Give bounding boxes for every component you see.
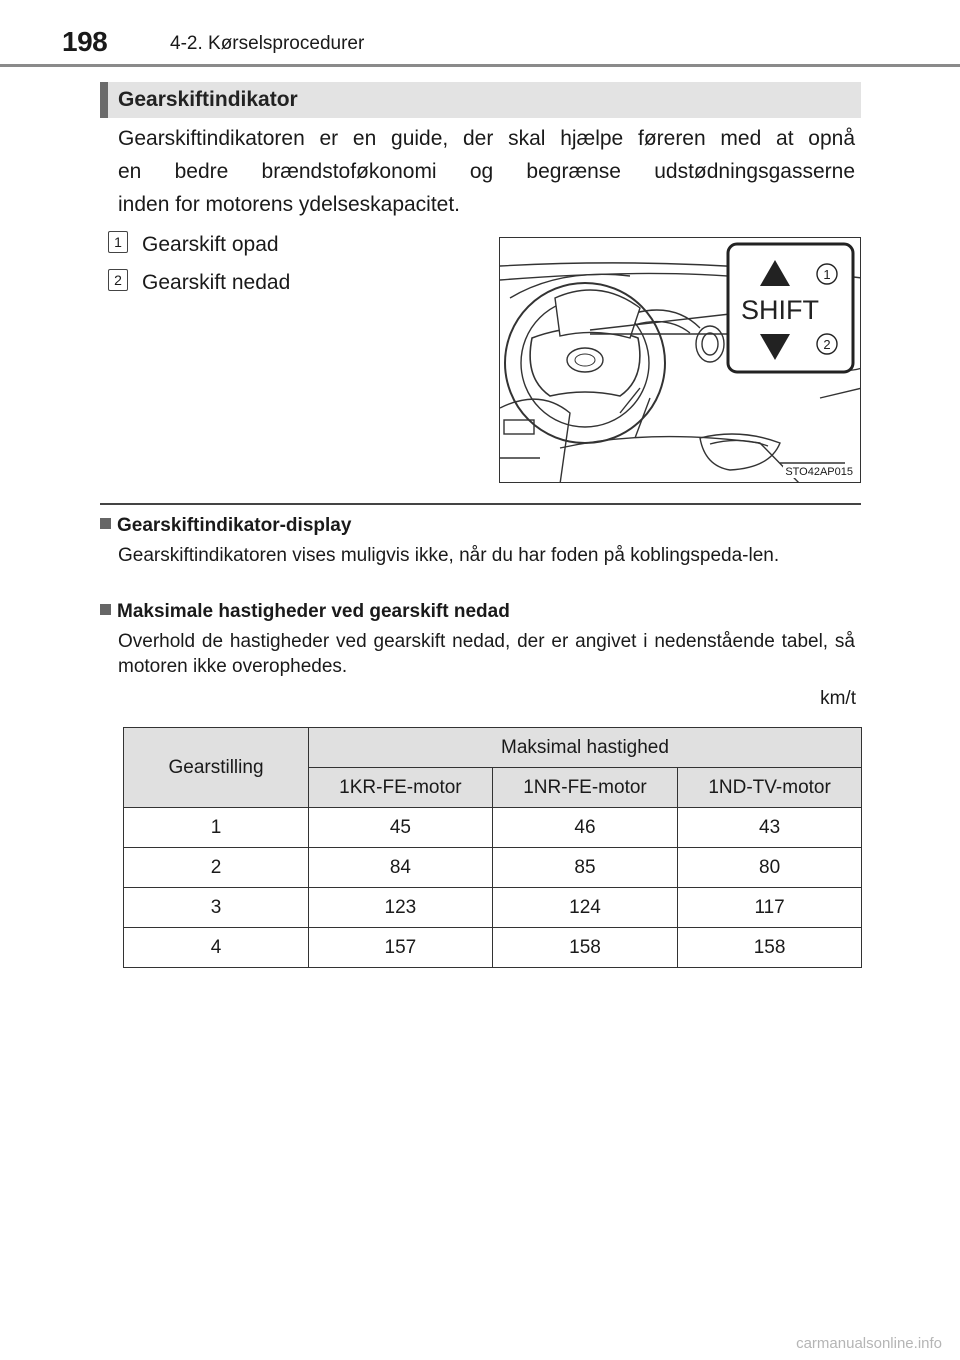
chapter-title: 4-2. Kørselsprocedurer — [170, 33, 365, 54]
intro-line: en bedre brændstoføkonomi og begrænse udstødningsgasserne — [118, 160, 855, 183]
section-title: Gearskiftindikator — [118, 88, 298, 111]
item-label: Gearskift nedad — [142, 271, 291, 294]
numbered-item-shift-up — [108, 231, 279, 257]
header-divider — [0, 64, 960, 67]
note-body-max-speed: Overhold de hastigheder ved gearskift nedad, der er angivet i nedenstående tabel, så motoren ikke overophedes. — [118, 631, 855, 677]
table-cell: 123 — [309, 888, 493, 928]
header-engine: 1NR-FE-motor — [492, 768, 677, 808]
intro-paragraph — [118, 122, 855, 221]
header-engine: 1ND-TV-motor — [678, 768, 862, 808]
table-row — [124, 888, 862, 928]
item-label: Gearskift opad — [142, 233, 279, 256]
table-cell: 84 — [309, 848, 493, 888]
note-title-display — [100, 515, 351, 537]
max-speed-table — [123, 727, 862, 968]
note-body-display: Gearskiftindikatoren vises muligvis ikke, når du har foden på koblingspeda-len. — [118, 545, 780, 566]
table-cell: 4 — [124, 928, 309, 968]
table-cell: 45 — [309, 808, 493, 848]
intro-line: inden for motorens ydelseskapacitet. — [118, 193, 461, 216]
note-title-max-speed — [100, 601, 510, 623]
page-number: 198 — [62, 26, 108, 57]
table-cell: 2 — [124, 848, 309, 888]
section-divider — [100, 503, 861, 505]
table-cell: 157 — [309, 928, 493, 968]
table-cell: 46 — [492, 808, 677, 848]
table-cell: 1 — [124, 808, 309, 848]
table-cell: 80 — [678, 848, 862, 888]
shift-label: SHIFT — [741, 295, 819, 325]
table-row — [124, 808, 862, 848]
note-title: Maksimale hastigheder ved gearskift nedad — [117, 601, 510, 622]
table-cell: 117 — [678, 888, 862, 928]
figure-code: STO42AP015 — [785, 466, 853, 478]
header-engine: 1KR-FE-motor — [309, 768, 493, 808]
callout-up-number: 1 — [823, 267, 831, 282]
dashboard-illustration — [499, 237, 861, 483]
table-cell: 85 — [492, 848, 677, 888]
table-cell: 158 — [678, 928, 862, 968]
table-header-row — [124, 728, 862, 768]
dashboard-drawing — [500, 238, 861, 483]
header-gear-position: Gearstilling — [124, 728, 309, 808]
square-bullet-icon — [100, 518, 111, 529]
note-title: Gearskiftindikator-display — [117, 515, 352, 536]
callout-down-number: 2 — [823, 337, 831, 352]
table-cell: 158 — [492, 928, 677, 968]
header-max-speed: Maksimal hastighed — [309, 728, 862, 768]
table-row — [124, 848, 862, 888]
watermark: carmanualsonline.info — [796, 1335, 942, 1352]
section-heading-bar — [100, 82, 861, 118]
square-bullet-icon — [100, 604, 111, 615]
table-row — [124, 928, 862, 968]
numbered-item-shift-down — [108, 269, 290, 295]
table-unit: km/t — [820, 688, 856, 709]
intro-line: Gearskiftindikatoren er en guide, der skal hjælpe føreren med at opnå — [118, 127, 855, 150]
table-cell: 43 — [678, 808, 862, 848]
item-number-badge: 2 — [108, 269, 128, 291]
item-number-badge: 1 — [108, 231, 128, 253]
table-cell: 124 — [492, 888, 677, 928]
table-cell: 3 — [124, 888, 309, 928]
